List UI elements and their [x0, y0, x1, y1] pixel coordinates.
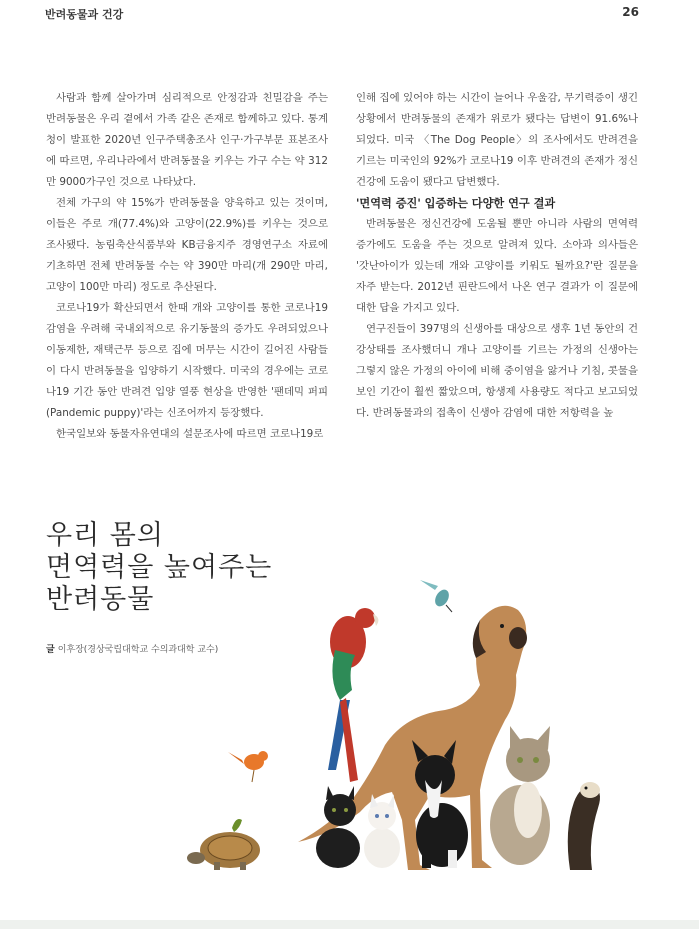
cat-icon	[490, 726, 550, 865]
article-paragraph: 전체 가구의 약 15%가 반려동물을 양육하고 있는 것이며, 이들은 주로 개(77.4%)와 고양이(22.9%)를 키우는 것으로 조사됐다. 농림축산식품부와 KB금융지주 경영연구소 자료에 기초하면 전체 반려동물 수는 약 390만 마리(개 290만 마리, 고양이 100만 마리) 정도로 추산된다.	[46, 197, 328, 293]
byline-author: 이후장(경상국립대학교 수의과대학 교수)	[57, 645, 219, 655]
canary-icon	[228, 751, 268, 782]
article-paragraph: 한국일보와 동물자유연대의 설문조사에 따르면 코로나19로	[56, 428, 324, 440]
page-number: 26	[622, 5, 639, 19]
byline-label: 글	[46, 645, 55, 655]
article-paragraph: 반려동물은 정신건강에 도움될 뿐만 아니라 사람의 면역력 증가에도 도움을 주는 것으로 알려져 있다. 소아과 의사들은 '갓난아이가 있는데 개와 고양이를 키워도 될까요?'란 질문을 자주 받는다. 2012년 핀란드에서 나온 연구 결과가 이 질문에 대한 답을 가지고 있다.	[356, 218, 638, 314]
feature-title-line: 우리 몸의	[46, 520, 164, 551]
pets-group-photo	[180, 580, 690, 880]
article-paragraph: 연구진들이 397명의 신생아를 대상으로 생후 1년 동안의 건강상태를 조사했더니 개나 고양이를 기르는 가정의 신생아는 그렇지 않은 가정의 아이에 비해 중이염을 앓거나 기침, 콧물을 보인 기간이 훨씬 짧았으며, 항생제 사용량도 적다고 보고되었다. 반려동물과의 접촉이 신생아 감염에 대한 저항력을 높	[356, 323, 638, 419]
feature-title-line: 면역력을 높여주는	[46, 552, 273, 583]
article-paragraph: 사람과 함께 살아가며 심리적으로 안정감과 친밀감을 주는 반려동물은 우리 곁에서 가족 같은 존재로 함께하고 있다. 통계청이 발표한 2020년 인구주택총조사 인구·가구부문 표본조사에 따르면, 우리나라에서 반려동물을 키우는 가구 수는 약 312만 9000가구인 것으로 나타났다.	[46, 92, 328, 188]
article-left-column	[46, 88, 328, 445]
hummingbird-icon	[420, 580, 452, 612]
article-paragraph: 코로나19가 확산되면서 한때 개와 고양이를 통한 코로나19 감염을 우려해 국내외적으로 유기동물의 증가도 우려되었으나 이동제한, 재택근무 등으로 집에 머무는 시간이 길어진 사람들이 다시 반려동물을 입양하기 시작했다. 미국의 경우에는 코로나19 기간 동안 반려견 입양 열풍 현상을 반영한 '팬데믹 퍼피(Pandemic puppy)'라는 신조어까지 등장했다.	[46, 302, 328, 419]
bottom-band	[0, 920, 699, 929]
article-paragraph: 인해 집에 있어야 하는 시간이 늘어나 우울감, 무기력증이 생긴 상황에서 반려동물의 존재가 위로가 됐다는 답변이 91.6%나 되었다. 미국 〈The Dog People〉의 조사에서도 반려견을 기르는 미국인의 92%가 코로나19 이후 반려견의 존재가 정신건강에 도움이 됐다고 답변했다.	[356, 92, 638, 188]
ferret-icon	[568, 782, 600, 870]
feature-title-line: 반려동물	[46, 584, 155, 615]
kitten-icon	[364, 794, 400, 868]
turtle-icon	[187, 819, 260, 870]
running-header: 반려동물과 건강	[45, 8, 124, 21]
article-right-column	[356, 88, 638, 424]
section-subheading: '면역력 증진' 입증하는 다양한 연구 결과	[356, 197, 556, 210]
parrot-icon	[328, 608, 378, 782]
